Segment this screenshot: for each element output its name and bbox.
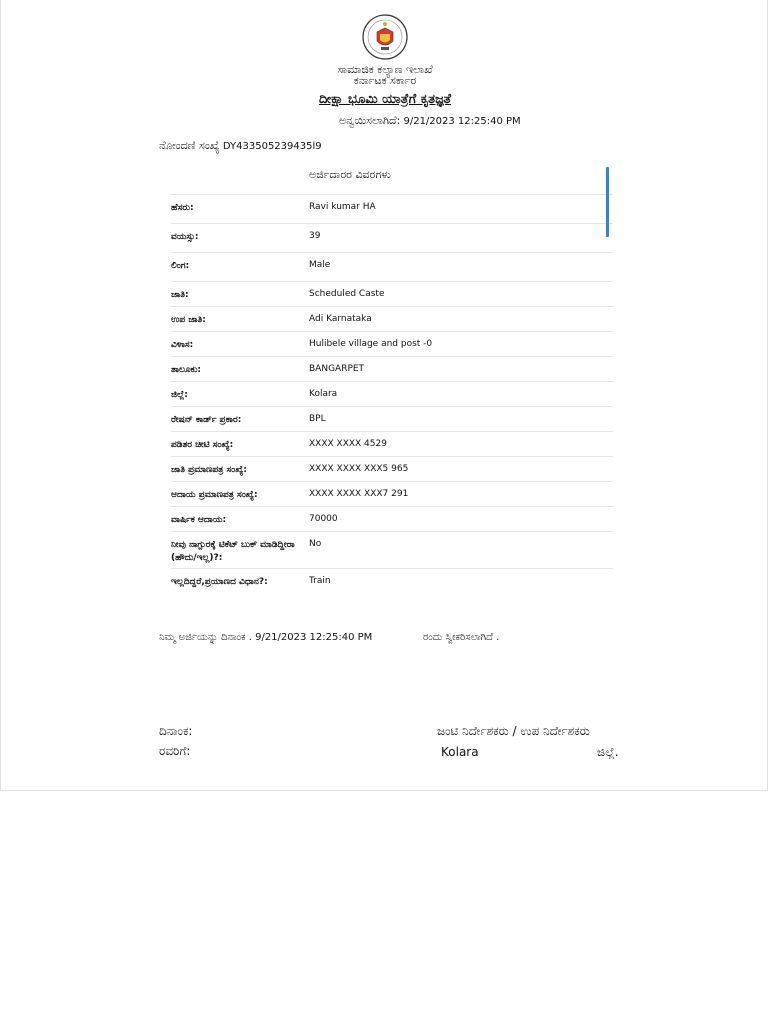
table-row	[171, 457, 613, 482]
field-value: Scheduled Caste	[309, 289, 385, 299]
field-label: ಜಾತಿ ಪ್ರಮಾಣಪತ್ರ ಸಂಖ್ಯೆ:	[171, 465, 247, 475]
field-value: Train	[309, 576, 331, 586]
table-row	[171, 332, 613, 357]
officer-designation: ಜಂಟಿ ನಿರ್ದೇಶಕರು / ಉಪ ನಿರ್ದೇಶಕರು	[437, 724, 590, 738]
field-value: 70000	[309, 514, 338, 524]
field-value: No	[309, 539, 322, 549]
field-label: ವಿಳಾಸ:	[171, 340, 194, 350]
field-label: ತಾಲೂಕು:	[171, 365, 202, 375]
field-label: ಇಲ್ಲದಿದ್ದರೆ,ಪ್ರಯಾಣದ ವಿಧಾನ?:	[171, 577, 268, 587]
district-label: ಜಿಲ್ಲೆ.	[597, 745, 619, 759]
department-name: ಸಾಮಾಜಿಕ ಕಲ್ಯಾಣ ಇಲಾಖೆ	[337, 63, 433, 76]
field-value: Kolara	[309, 389, 338, 399]
field-value: XXXX XXXX XXX7 291	[309, 489, 409, 499]
table-row	[171, 282, 613, 307]
acknowledgement-text: ನಿಮ್ಮ ಅರ್ಜಿಯನ್ನು ದಿನಾಂಕ . 9/21/2023 12:25:40 PM	[159, 632, 373, 643]
field-label: ಆದಾಯ ಪ್ರಮಾಣಪತ್ರ ಸಂಖ್ಯೆ:	[171, 490, 258, 500]
field-label: ನೀವು ನಾಗ್ಪುರಕ್ಕೆ ಟಿಕೆಟ್ ಬುಕ್ ಮಾಡಿದ್ದೀರಾ (ಹೌದು/ಇಲ್ಲ)?:	[171, 540, 295, 563]
field-label: ಜಾತಿ:	[171, 290, 189, 300]
registration-number	[159, 139, 322, 153]
applied-date	[339, 114, 521, 128]
table-scrollbar[interactable]	[606, 167, 609, 275]
government-name: ಕರ್ನಾಟಕ ಸರ್ಕಾರ	[353, 74, 417, 87]
table-row	[171, 224, 613, 253]
to-label: ರವರಿಗೆ:	[159, 744, 191, 758]
scrollbar-thumb[interactable]	[606, 167, 609, 237]
field-value: Ravi kumar HA	[309, 202, 376, 212]
acknowledgement-received: ರಂದು ಸ್ವೀಕರಿಸಲಾಗಿದೆ .	[423, 632, 500, 643]
field-value: BPL	[309, 414, 326, 424]
field-label: ವಯಸ್ಸು:	[171, 232, 199, 242]
field-label: ಹೆಸರು:	[171, 203, 194, 213]
field-label: ರೇಷನ್ ಕಾರ್ಡ್ ಪ್ರಕಾರ:	[171, 415, 242, 425]
field-label: ಜಿಲ್ಲೆ:	[171, 390, 188, 400]
registration-label: ನೋಂದಣಿ ಸಂಖ್ಯೆ	[159, 139, 220, 152]
field-value: XXXX XXXX XXX5 965	[309, 464, 409, 474]
karnataka-emblem-icon	[362, 14, 408, 60]
table-row	[171, 407, 613, 432]
table-row	[171, 532, 613, 569]
field-value: Hulibele village and post -0	[309, 339, 433, 349]
table-heading: ಅರ್ಜಿದಾರರ ವಿವರಗಳು	[171, 165, 613, 195]
field-label: ಪಡಿತರ ಚೀಟಿ ಸಂಖ್ಯೆ:	[171, 440, 234, 450]
district-value: Kolara	[441, 745, 479, 759]
field-label: ಲಿಂಗ:	[171, 261, 190, 271]
table-row	[171, 569, 613, 591]
page-title: ದೀಕ್ಷಾ ಭೂಮಿ ಯಾತ್ರೆಗೆ ಕೃತಜ್ಞತೆ	[318, 92, 452, 107]
table-row	[171, 307, 613, 332]
table-row	[171, 253, 613, 282]
field-value: 39	[309, 231, 321, 241]
applied-label: ಅನ್ವಯಿಸಲಾಗಿದೆ:	[339, 114, 401, 127]
table-row	[171, 507, 613, 532]
field-label: ಉಪ ಜಾತಿ:	[171, 315, 206, 325]
table-row	[171, 482, 613, 507]
registration-value: DY433505239435l9	[222, 141, 322, 152]
table-row	[171, 195, 613, 224]
table-row	[171, 382, 613, 407]
field-value: Adi Karnataka	[309, 314, 372, 324]
applied-value: 9/21/2023 12:25:40 PM	[403, 116, 521, 127]
table-row	[171, 432, 613, 457]
date-label: ದಿನಾಂಕ:	[159, 724, 193, 738]
field-value: Male	[309, 260, 331, 270]
field-label: ವಾರ್ಷಿಕ ಆದಾಯ:	[171, 515, 227, 525]
field-value: XXXX XXXX 4529	[309, 439, 387, 449]
applicant-details-table	[171, 165, 613, 591]
field-value: BANGARPET	[309, 364, 365, 374]
table-row	[171, 357, 613, 382]
